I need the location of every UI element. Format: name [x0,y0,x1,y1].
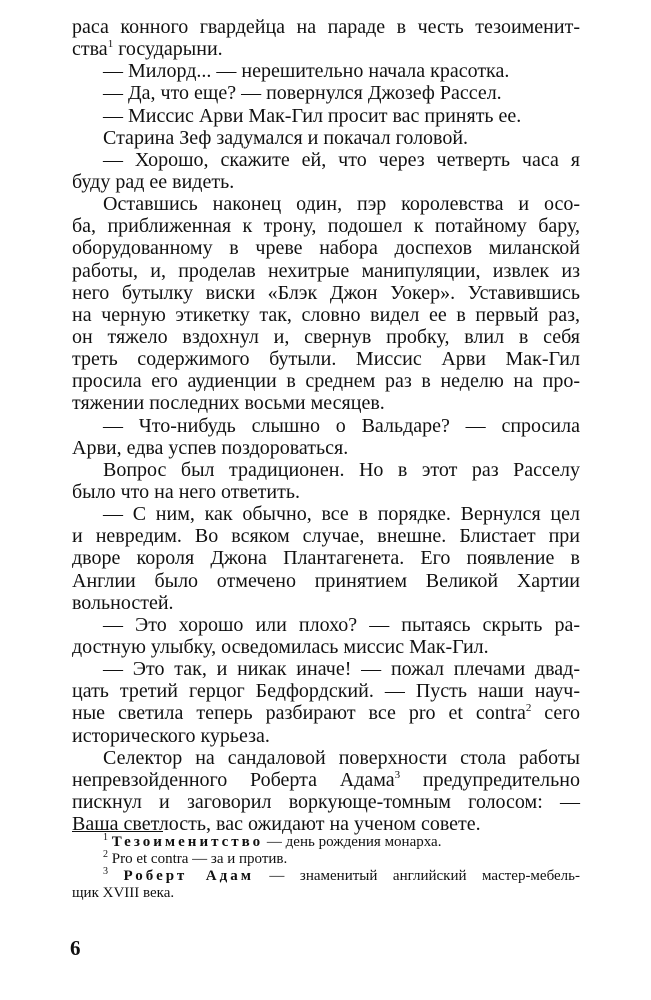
text-line: он тяжело вздохнул и, свернув пробку, влил в себя [72,325,580,348]
text-line: цать третий герцог Бедфордский. — Пусть наши науч- [72,680,580,703]
footnote: $^1$ Тезоименитство — день рождения монарха. [103,832,442,850]
text-line: — Хорошо, скажите ей, что через четверть часа я [103,148,580,171]
text-line: — Что-нибудь слышно о Вальдаре? — спросила [103,414,580,437]
text-line: пискнул и заговорил воркующе-томным голосом: — [72,790,580,813]
text-line: треть содержимого бутыли. Миссис Арви Мак-Гил [72,348,580,371]
text-line: исторического курьеза. [72,724,270,747]
text-line: — Это так, и никак иначе! — пожал плечами двад- [103,658,580,681]
footnote-marker: 2 [525,702,532,715]
text-line: просила его аудиенции в среднем раз в неделю на про- [72,370,580,393]
text-line: — Да, что еще? — повернулся Джозеф Рассел. [103,82,502,105]
text-line: Оставшись наконец один, пэр королевства и осо- [103,193,580,216]
page-number: 6 [70,936,81,960]
footnote: $^2$ Pro et contra — за и против. [103,849,288,867]
text-line: Арви, едва успев поздороваться. [72,436,349,459]
text-line: — Это хорошо или плохо? — пытаясь скрыть ра- [103,613,580,636]
text-line: вольностей. [72,591,174,614]
text-line: достную улыбку, осведомилась миссис Мак-Гил. [72,635,489,658]
footnote: $^3$ Роберт Адам — знаменитый английский мастер-мебель- [103,866,580,884]
text-line: тяжении последних восьми месяцев. [72,392,385,415]
text-line: буду рад ее видеть. [72,170,235,193]
footnote-number: 1 [103,832,108,843]
text-line: ба, приближенная к трону, подошел к потайному бару, [72,215,580,238]
text-line: — С ним, как обычно, все в порядке. Вернулся цел [103,503,580,526]
text-line: на черную этикетку так, словно видел ее в первый раз, [72,303,580,326]
footnotes [72,834,580,902]
footnote-number: 3 [103,866,108,877]
footnote-term: Тезоименитство [111,834,264,850]
text-line: Старина Зеф задумался и покачал головой. [103,126,469,149]
text-line: него бутылку виски «Блэк Джон Уокер». Уставившись [72,281,580,304]
text-line: раса конного гвардейца на параде в честь тезоименит- [72,16,580,38]
text-line: Англии было отмечено принятием Великой Хартии [72,569,580,592]
text-line: ные светила теперь разбирают все pro et contra$^2$ сего [72,702,580,725]
footnote-rule [72,831,163,832]
text-line: Вопрос был традиционен. Но в этот раз Расселу [103,458,580,481]
text-line: оборудованному в чреве набора доспехов миланской [72,237,580,260]
text-line: Ваша светлость, вас ожидают на ученом совете. [72,813,481,836]
text-line: — Милорд... — нерешительно начала красотка. [103,60,510,83]
footnote: щик XVIII века. [72,885,175,901]
footnote-marker: 1 [107,38,114,51]
footnote-marker: 3 [394,768,401,781]
text-line: — Миссис Арви Мак-Гил просит вас принять ее. [103,104,522,127]
text-line: Селектор на сандаловой поверхности стола работы [103,746,580,769]
text-line: дворе короля Джона Плантагенета. Его появление в [72,547,580,570]
text-line: непревзойденного Роберта Адама$^3$ предупредительно [72,768,580,791]
text-line: и невредим. Во всяком случае, внешне. Блистает при [72,525,580,548]
text-line: работы, и, проделав нехитрые манипуляции, извлек из [72,259,580,282]
text-line: ства$^1$ государыни. [72,38,223,61]
text-line: было что на него ответить. [72,480,300,503]
footnote-term: Роберт Адам [123,868,254,884]
body-text [72,16,580,835]
footnote-number: 2 [103,849,108,860]
